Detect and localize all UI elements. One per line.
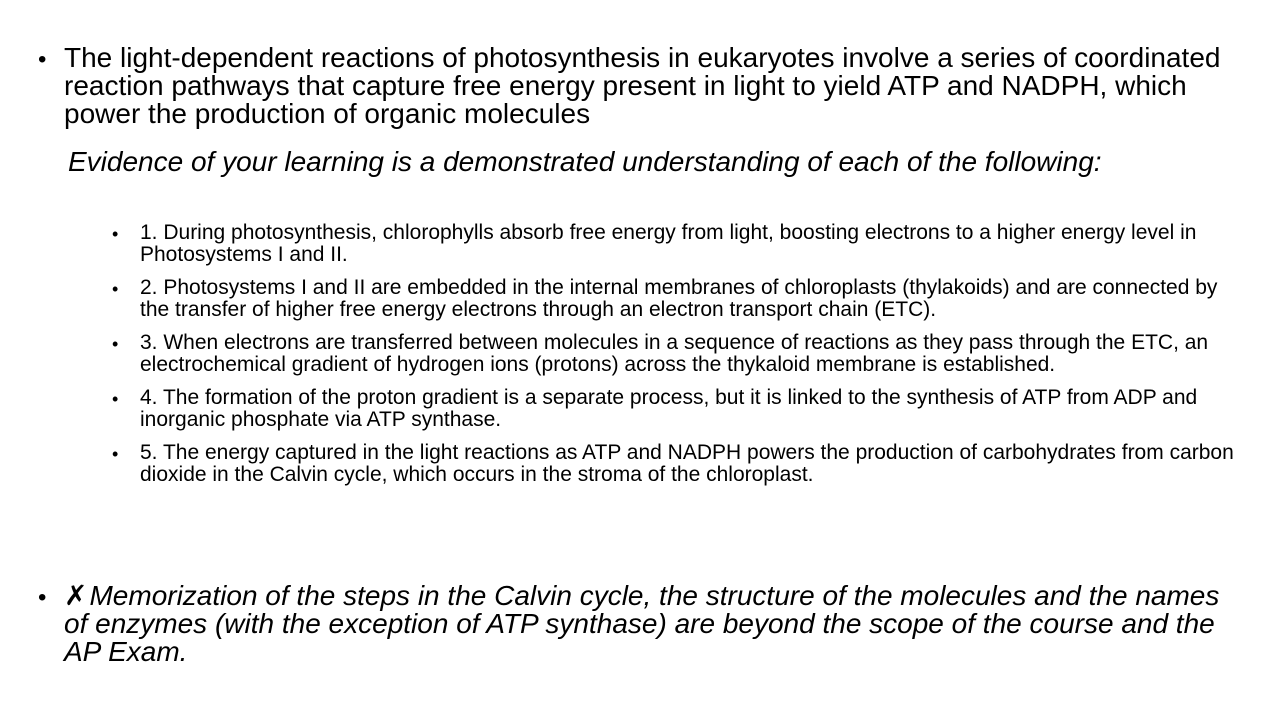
list-item [112,222,1252,266]
bullet-icon: • [38,584,47,611]
list-item-text: 4. The formation of the proton gradient is a separate process, but it is linked to the synthesis of ATP from ADP and inorganic phosphate via ATP synthase. [140,386,1198,431]
list-item-text: 1. During photosynthesis, chlorophylls absorb free energy from light, boosting electrons to a higher energy level in Photosystems I and II. [140,221,1197,266]
list-item [112,387,1252,431]
list-item [112,442,1252,486]
main-bullet-text: The light-dependent reactions of photosynthesis in eukaryotes involve a series of coordinated reaction pathways that capture free energy present in light to yield ATP and NADPH, which power the production of organic molecules [64,42,1221,129]
list-item-text: 2. Photosystems I and II are embedded in the internal membranes of chloroplasts (thylakoids) and are connected by the transfer of higher free energy electrons through an electron transport chain (ETC). [140,276,1218,321]
exclusion-text: Memorization of the steps in the Calvin cycle, the structure of the molecules and the names of enzymes (with the exception of ATP synthase) are beyond the scope of the course and the AP Exam. [64,580,1220,667]
bullet-icon: • [38,46,47,73]
list-item-text: 3. When electrons are transferred between molecules in a sequence of reactions as they pass through the ETC, an electrochemical gradient of hydrogen ions (protons) across the thykaloid membrane is established. [140,331,1209,376]
list-item-text: 5. The energy captured in the light reactions as ATP and NADPH powers the production of carbohydrates from carbon dioxide in the Calvin cycle, which occurs in the stroma of the chloroplast. [140,441,1234,486]
bullet-icon: • [112,389,119,409]
bullet-icon: • [112,224,119,244]
bullet-icon: • [112,444,119,464]
learning-objectives-list [112,222,1252,497]
bullet-icon: • [112,279,119,299]
evidence-heading: Evidence of your learning is a demonstrated understanding of each of the following: [68,146,1102,177]
main-bullet-light-reactions [38,44,1250,128]
main-bullet-exclusion [38,582,1250,666]
bullet-icon: • [112,334,119,354]
list-item [112,332,1252,376]
list-item [112,277,1252,321]
exclusion-statement [64,582,1250,666]
x-mark-icon: ✗ [64,580,88,611]
